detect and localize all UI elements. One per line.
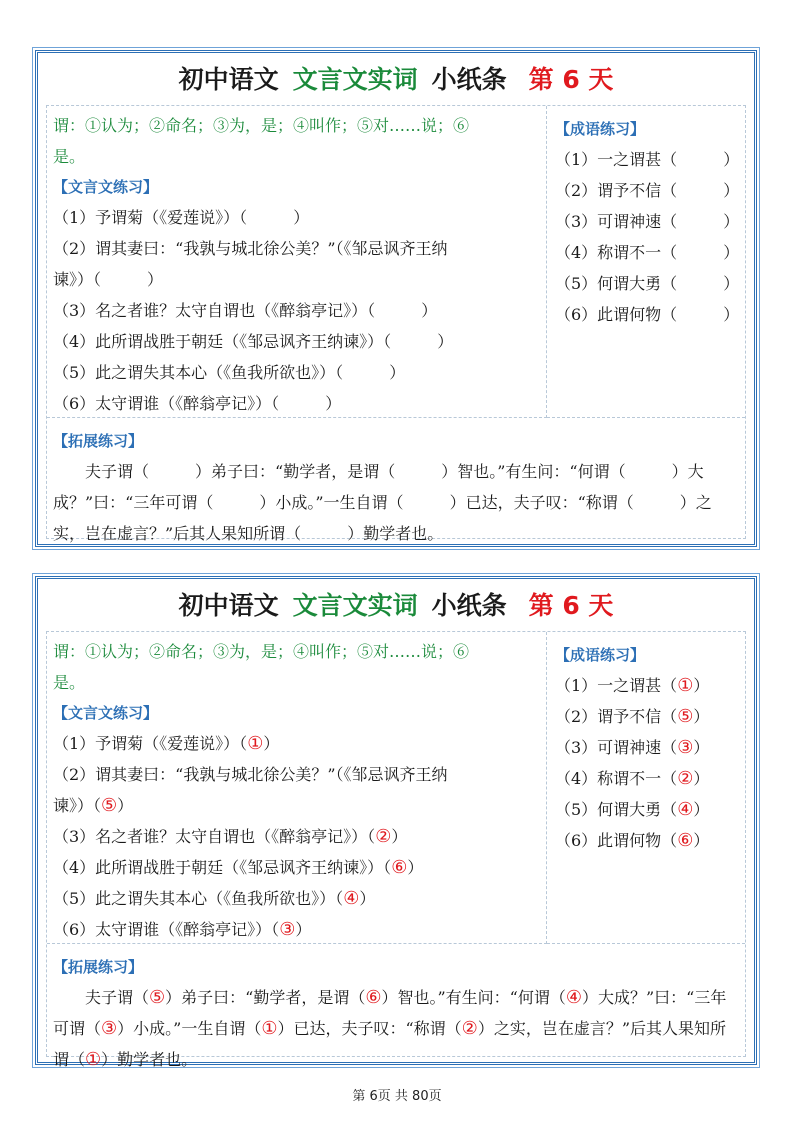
chengyu-item: （4）称谓不一（ ） — [555, 243, 740, 262]
exercise-card-answers — [35, 576, 757, 1070]
answer-mark: ③ — [279, 919, 296, 940]
answer-mark: ② — [375, 826, 392, 847]
chengyu-item: （3）可谓神速（ ） — [555, 212, 740, 231]
section-heading: 【文言文练习】 — [53, 704, 159, 722]
answer-mark: ④ — [565, 987, 582, 1008]
definition-line: 谓：①认为；②命名；③为，是；④叫作；⑤对……说；⑥ — [53, 642, 470, 661]
title-topic: 文言文实词 — [292, 65, 418, 94]
wenyan-panel — [47, 632, 547, 944]
wenyan-item: （4）此所谓战胜于朝廷（《邹忌讽齐王纳谏》）（⑥） — [53, 857, 424, 878]
chengyu-panel — [547, 632, 745, 944]
card-title — [38, 53, 754, 103]
section-heading: 【成语练习】 — [555, 120, 646, 138]
wenyan-item: （6）太守谓谁（《醉翁亭记》）（③） — [53, 919, 312, 940]
chengyu-item: （5）何谓大勇（ ） — [555, 274, 740, 293]
section-heading: 【文言文练习】 — [53, 178, 159, 196]
wenyan-item: （3）名之者谁？太守自谓也（《醉翁亭记》）（ ） — [53, 301, 438, 320]
answer-mark: ① — [85, 1049, 102, 1070]
section-heading: 【拓展练习】 — [53, 958, 144, 976]
definition-line: 是。 — [53, 673, 86, 692]
wenyan-item-cont: 谏》）（ ） — [53, 270, 164, 289]
tuozhan-panel — [47, 944, 745, 1070]
answer-mark: ③ — [677, 737, 694, 758]
section-heading: 【成语练习】 — [555, 646, 646, 664]
card-title — [38, 579, 754, 629]
title-day: 第 6 天 — [528, 65, 614, 94]
wenyan-item-cont: 谏》）（⑤） — [53, 795, 134, 816]
wenyan-item: （5）此之谓失其本心（《鱼我所欲也》）（④） — [53, 888, 376, 909]
title-label: 小纸条 — [431, 591, 507, 620]
wenyan-panel — [47, 106, 547, 418]
wenyan-item: （4）此所谓战胜于朝廷（《邹忌讽齐王纳谏》）（ ） — [53, 332, 454, 351]
answer-mark: ① — [261, 1018, 278, 1039]
chengyu-item: （4）称谓不一（②） — [555, 768, 710, 789]
answer-mark: ⑥ — [365, 987, 382, 1008]
title-topic: 文言文实词 — [292, 591, 418, 620]
tuozhan-paragraph: 夫子谓（⑤）弟子曰：“勤学者，是谓（⑥）智也。”有生问：“何谓（④）大成？”曰：“三年可谓（③）小成。”一生自谓（①）已达，夫子叹：“称谓（②）之实，岂在虚言？”后其人果知所谓（①）勤学者也。 — [53, 987, 727, 1070]
chengyu-item: （6）此谓何物（⑥） — [555, 830, 710, 851]
card-grid — [46, 631, 746, 1070]
answer-mark: ⑥ — [677, 830, 694, 851]
answer-mark: ⑤ — [149, 987, 166, 1008]
title-subject: 初中语文 — [178, 65, 279, 94]
answer-mark: ④ — [677, 799, 694, 820]
answer-mark: ⑥ — [391, 857, 408, 878]
answer-mark: ① — [247, 733, 264, 754]
chengyu-item: （1）一之谓甚（ ） — [555, 150, 740, 169]
answer-mark: ① — [677, 675, 694, 696]
definition-line: 谓：①认为；②命名；③为，是；④叫作；⑤对……说；⑥ — [53, 116, 470, 135]
wenyan-item: （5）此之谓失其本心（《鱼我所欲也》）（ ） — [53, 363, 406, 382]
chengyu-item: （2）谓予不信（⑤） — [555, 706, 710, 727]
tuozhan-panel — [47, 418, 745, 543]
exercise-card-blank — [35, 50, 757, 547]
chengyu-item: （2）谓予不信（ ） — [555, 181, 740, 200]
wenyan-item: （1）予谓菊（《爱莲说》）（ ） — [53, 208, 310, 227]
title-day: 第 6 天 — [528, 591, 614, 620]
definition-line: 是。 — [53, 147, 86, 166]
title-subject: 初中语文 — [178, 591, 279, 620]
chengyu-item: （5）何谓大勇（④） — [555, 799, 710, 820]
chengyu-item: （1）一之谓甚（①） — [555, 675, 710, 696]
section-heading: 【拓展练习】 — [53, 432, 144, 450]
answer-mark: ③ — [101, 1018, 118, 1039]
card-grid — [46, 105, 746, 543]
page-footer: 第 6页 共 80页 — [352, 1089, 442, 1104]
answer-mark: ② — [677, 768, 694, 789]
wenyan-item: （3）名之者谁？太守自谓也（《醉翁亭记》）（②） — [53, 826, 408, 847]
answer-mark: ④ — [343, 888, 360, 909]
wenyan-item: （6）太守谓谁（《醉翁亭记》）（ ） — [53, 394, 342, 413]
title-label: 小纸条 — [431, 65, 507, 94]
chengyu-item: （3）可谓神速（③） — [555, 737, 710, 758]
wenyan-item: （2）谓其妻曰：“我孰与城北徐公美？”（《邹忌讽齐王纳 — [53, 765, 448, 784]
answer-mark: ② — [461, 1018, 478, 1039]
chengyu-panel — [547, 106, 745, 418]
chengyu-item: （6）此谓何物（ ） — [555, 305, 740, 324]
wenyan-item: （2）谓其妻曰：“我孰与城北徐公美？”（《邹忌讽齐王纳 — [53, 239, 448, 258]
answer-mark: ⑤ — [677, 706, 694, 727]
tuozhan-paragraph: 夫子谓（ ）弟子曰：“勤学者，是谓（ ）智也。”有生问：“何谓（ ）大成？”曰：“三年可谓（ ）小成。”一生自谓（ ）已达，夫子叹：“称谓（ ）之实，岂在虚言？”后其人果知所谓（ ）勤学者也。 — [53, 462, 712, 543]
answer-mark: ⑤ — [101, 795, 118, 816]
wenyan-item: （1）予谓菊（《爱莲说》）（①） — [53, 733, 280, 754]
